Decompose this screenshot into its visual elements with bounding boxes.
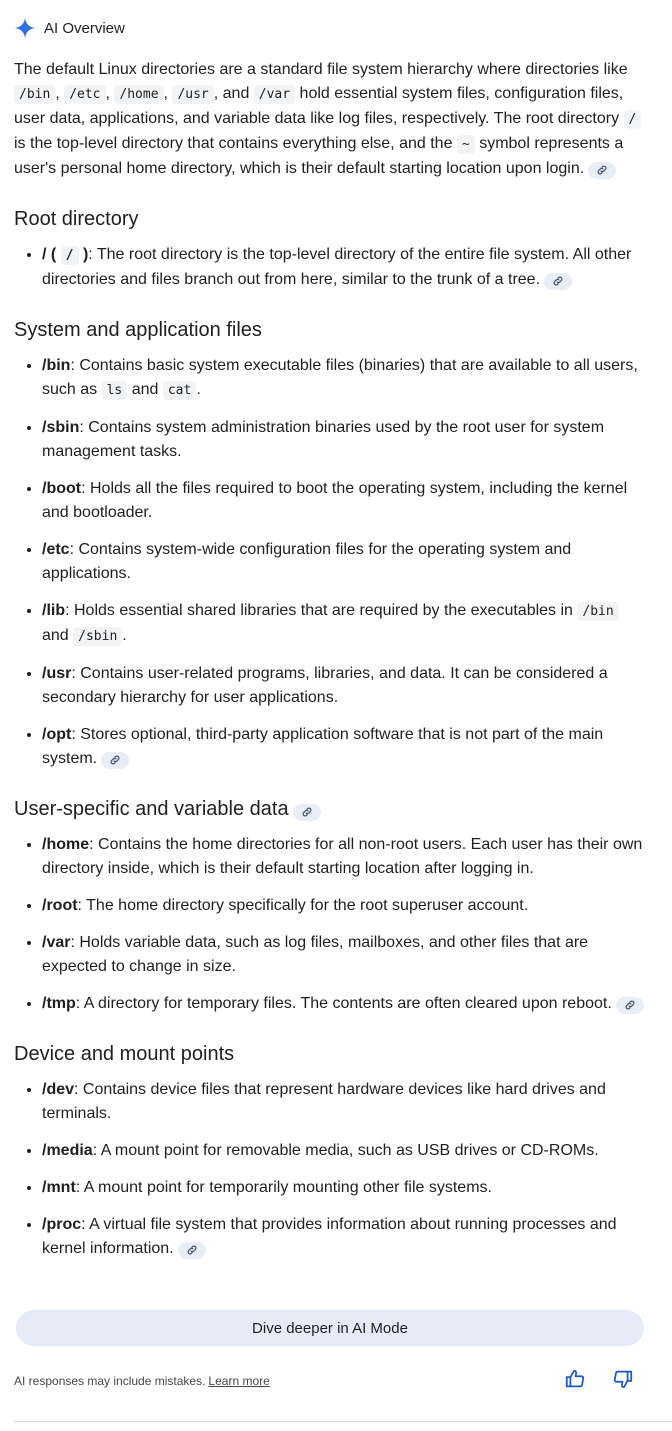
list-item: • /bin: Contains basic system executable files (binaries) that are available to all users, such as ls and cat . [42, 354, 644, 403]
section-heading-user: User-specific and variable data [14, 795, 644, 823]
list-item: • /opt: Stores optional, third-party application software that is not part of the main system. [42, 723, 644, 771]
list-item: • /tmp: A directory for temporary files. The contents are often cleared upon reboot. [42, 992, 644, 1016]
section-heading-root: Root directory [14, 208, 139, 230]
list-item: • /proc: A virtual file system that provides information about running processes and kernel information. [42, 1213, 644, 1261]
section-heading-device: Device and mount points [14, 1043, 235, 1065]
list-item: • /home: Contains the home directories for all non-root users. Each user has their own directory inside, which is their default starting location after logging in. [42, 833, 644, 881]
list-item: • /boot: Holds all the files required to boot the operating system, including the kernel and bootloader. [42, 477, 644, 525]
footer [14, 1366, 634, 1396]
system-list [14, 354, 644, 771]
citation-link-icon[interactable] [101, 752, 129, 769]
list-item: • /etc: Contains system-wide configuration files for the operating system and applications. [42, 538, 644, 586]
feedback-buttons [564, 1368, 634, 1390]
ai-sparkle-icon [14, 17, 36, 39]
list-item: • / ( / ): The root directory is the top-level directory of the entire file system. All other directories and files branch out from here, similar to the trunk of a tree. [42, 243, 644, 292]
citation-link-icon[interactable] [616, 997, 644, 1014]
ai-overview-title: AI Overview [44, 19, 125, 37]
root-list [14, 243, 644, 292]
section-heading-system: System and application files [14, 319, 262, 341]
list-item: • /dev: Contains device files that represent hardware devices like hard drives and terminals. [42, 1078, 644, 1126]
list-item: • /sbin: Contains system administration binaries used by the root user for system management tasks. [42, 416, 644, 464]
divider [14, 1421, 672, 1422]
thumbs-up-icon[interactable] [564, 1368, 586, 1390]
list-item: • /var: Holds variable data, such as log files, mailboxes, and other files that are expected to change in size. [42, 931, 644, 979]
citation-link-icon[interactable] [588, 162, 616, 179]
ai-overview-header [14, 14, 644, 42]
thumbs-down-icon[interactable] [612, 1368, 634, 1390]
user-list [14, 833, 644, 1016]
disclaimer-text: AI responses may include mistakes. [14, 1374, 206, 1388]
list-item: • /usr: Contains user-related programs, libraries, and data. It can be considered a secondary hierarchy for user applications. [42, 662, 644, 710]
device-list [14, 1078, 644, 1261]
learn-more-link[interactable]: Learn more [208, 1374, 270, 1388]
list-item: • /lib: Holds essential shared libraries that are required by the executables in /bin and /sbin . [42, 599, 644, 649]
dive-deeper-button[interactable]: Dive deeper in AI Mode [16, 1310, 644, 1346]
citation-link-icon[interactable] [178, 1242, 206, 1259]
citation-link-icon[interactable] [293, 804, 321, 821]
citation-link-icon[interactable] [544, 273, 572, 290]
intro-paragraph: The default Linux directories are a standard file system hierarchy where directories like /bin , /etc , /home , /usr , and /var hold essential system files, configuration files, user data, applications, and variable data like log files, respectively. The root directory / is the top-level directory that contains everything else, and the ~ symbol represents a user's personal home directory, which is their default starting location upon login. [14, 58, 644, 181]
list-item: • /mnt: A mount point for temporarily mounting other file systems. [42, 1176, 644, 1200]
list-item: • /media: A mount point for removable media, such as USB drives or CD-ROMs. [42, 1139, 644, 1163]
list-item: • /root: The home directory specifically for the root superuser account. [42, 894, 644, 918]
